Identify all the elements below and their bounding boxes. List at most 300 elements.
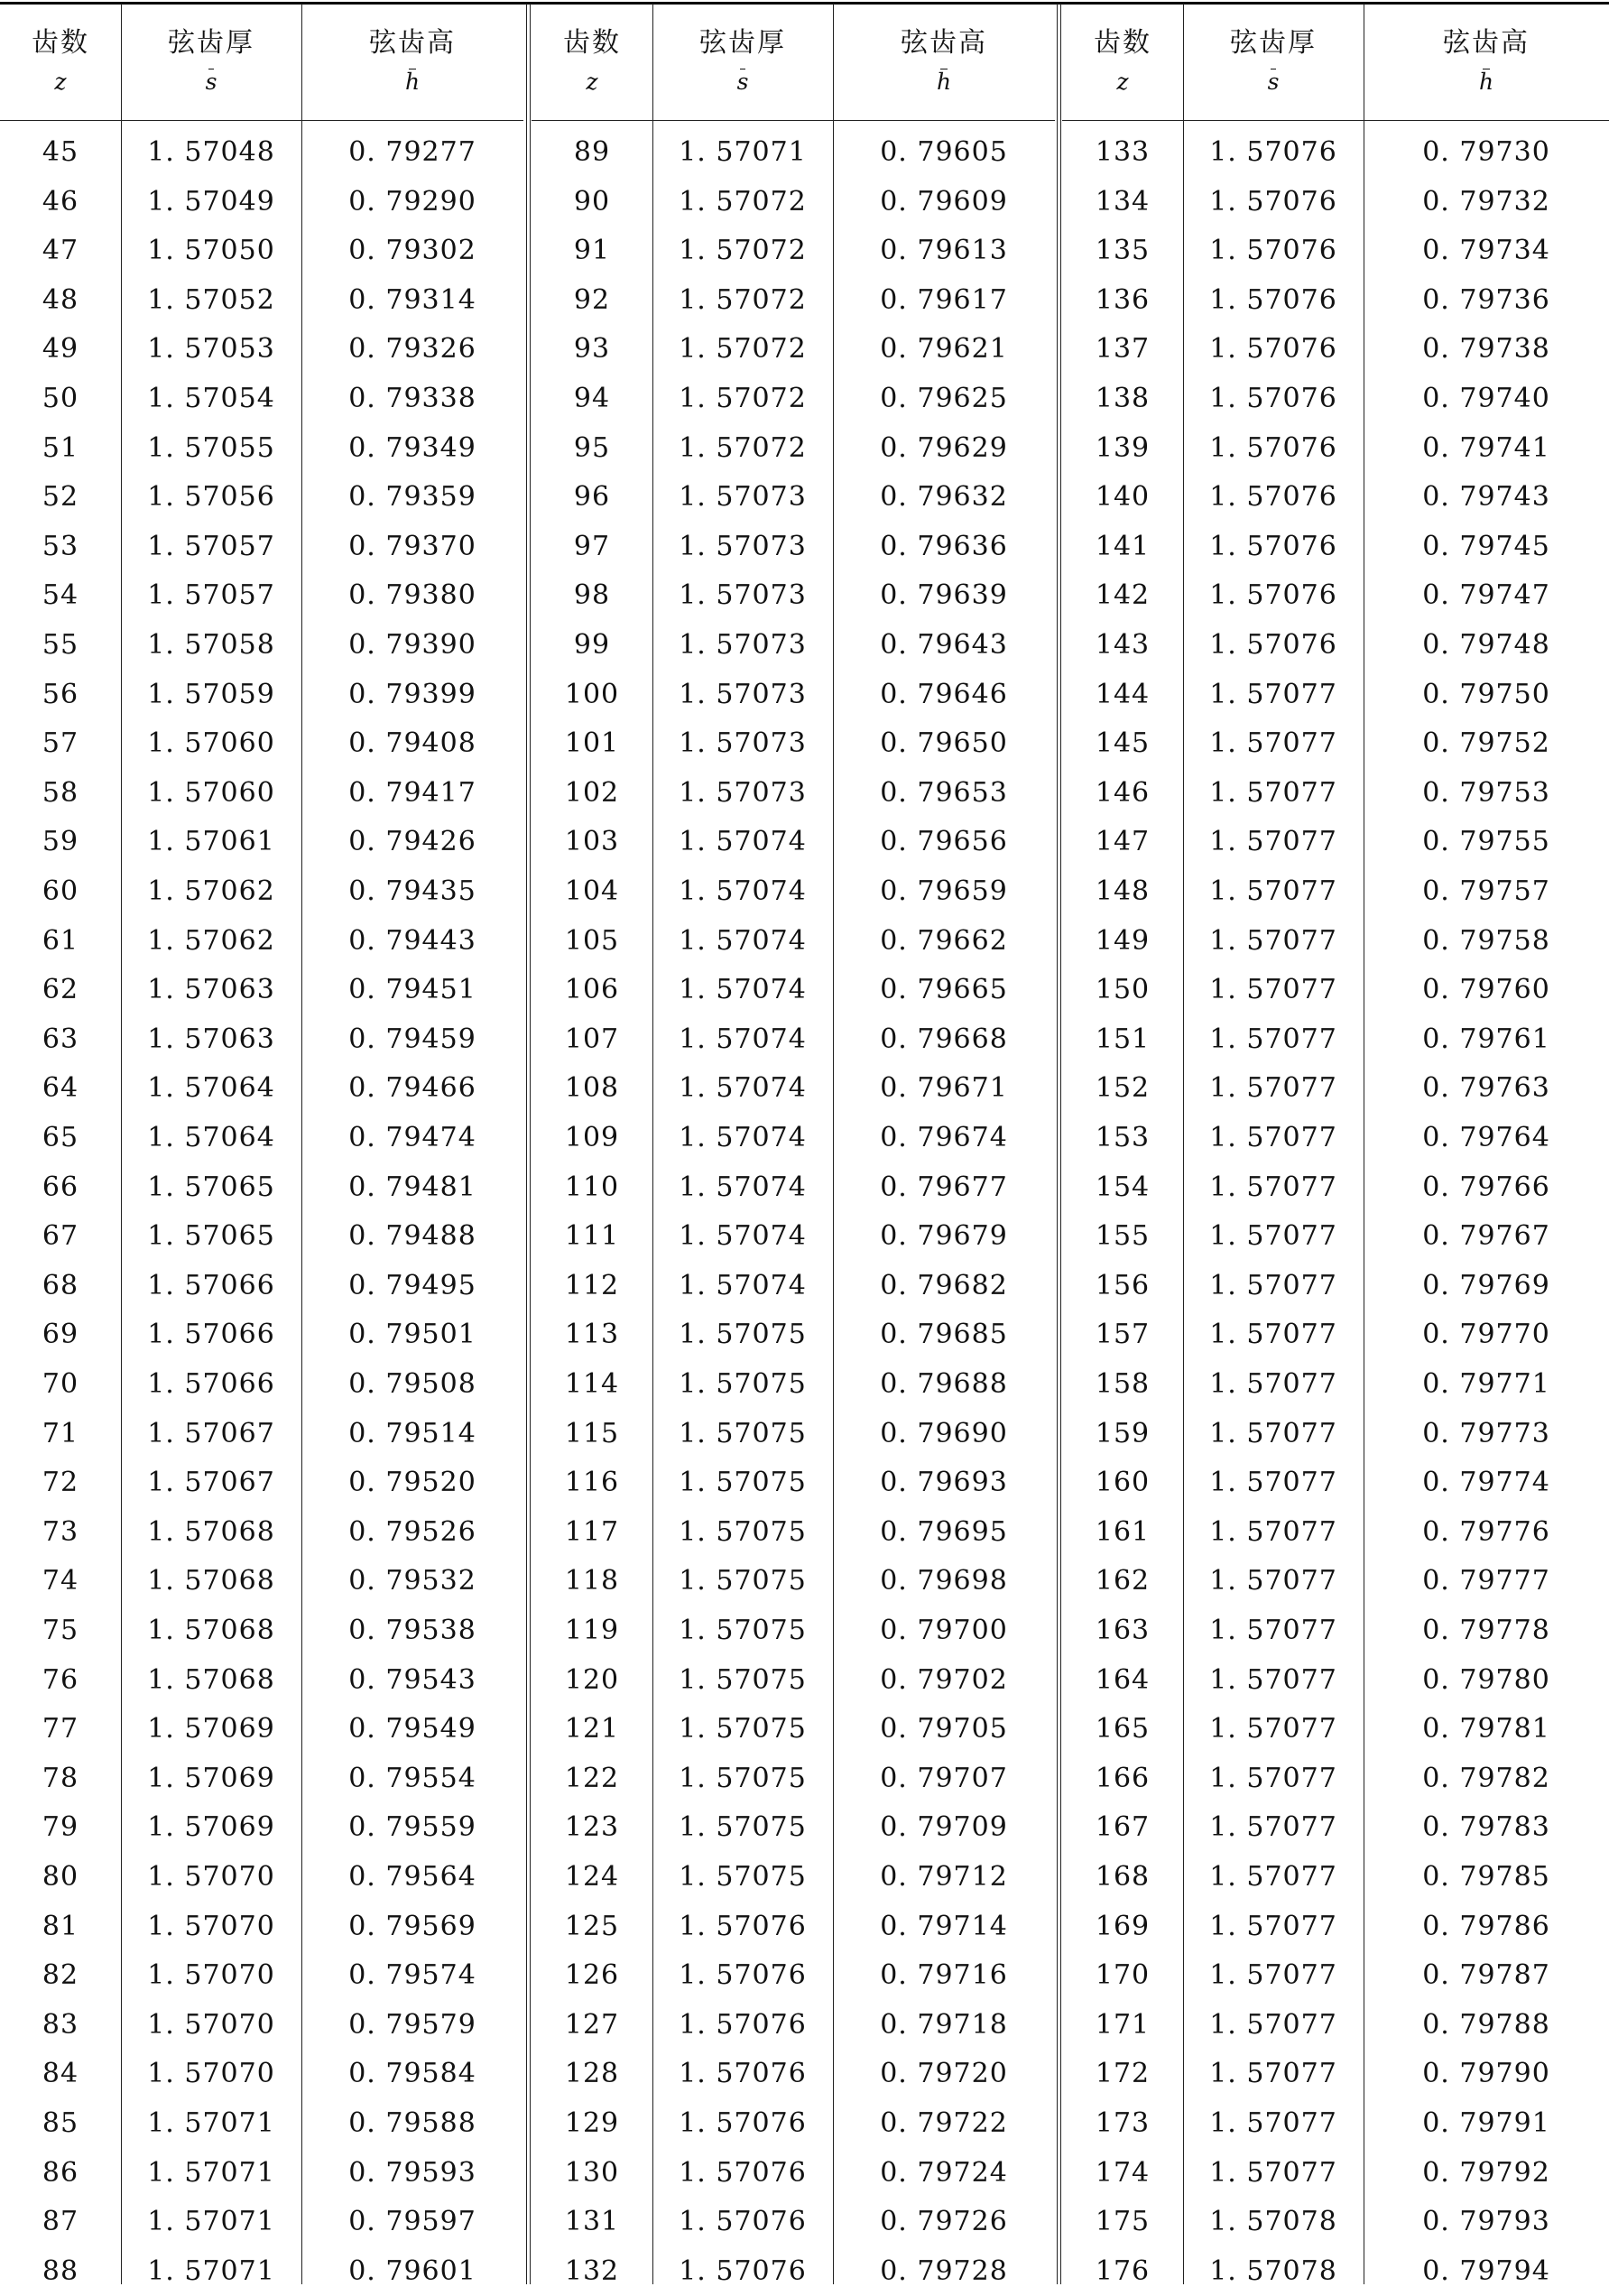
cell-teeth: 127 xyxy=(564,2008,620,2041)
cell-chord-height: 0. 79338 xyxy=(348,383,476,414)
cell-teeth: 152 xyxy=(1095,1072,1151,1105)
cell-chord-thickness: 1. 57076 xyxy=(1209,431,1337,464)
cell-chord-thickness: 1. 57073 xyxy=(679,776,807,809)
cell-chord-height: 0. 79740 xyxy=(1422,383,1550,414)
table-row xyxy=(0,1015,523,1065)
table-row xyxy=(0,2099,523,2149)
table-row xyxy=(1062,1754,1609,1804)
cell-teeth: 153 xyxy=(1095,1122,1151,1153)
cell-teeth: 54 xyxy=(42,579,79,612)
cell-chord-thickness: 1. 57076 xyxy=(1209,481,1337,514)
cell-chord-height: 0. 79559 xyxy=(348,1811,476,1844)
table-row xyxy=(532,128,1055,178)
cell-chord-height: 0. 79792 xyxy=(1422,2156,1550,2189)
header-title: 弦齿高 xyxy=(369,27,456,59)
cell-chord-height: 0. 79554 xyxy=(348,1762,476,1794)
cell-teeth: 76 xyxy=(42,1663,79,1696)
cell-chord-height: 0. 79767 xyxy=(1422,1220,1550,1253)
cell-chord-height: 0. 79782 xyxy=(1422,1762,1550,1794)
cell-chord-thickness: 1. 57070 xyxy=(147,1861,275,1893)
cell-teeth: 172 xyxy=(1095,2058,1151,2090)
header-symbol xyxy=(1062,69,1183,95)
cell-chord-height: 0. 79786 xyxy=(1422,1910,1550,1942)
table-row xyxy=(0,867,523,917)
table-row xyxy=(532,1064,1055,1114)
cell-teeth: 92 xyxy=(573,283,611,316)
table-row xyxy=(0,2050,523,2099)
cell-chord-height: 0. 79569 xyxy=(348,1910,476,1942)
cell-chord-thickness: 1. 57075 xyxy=(679,1663,807,1696)
cell-chord-thickness: 1. 57066 xyxy=(147,1269,275,1301)
table-row xyxy=(1062,178,1609,227)
table-row xyxy=(532,1310,1055,1360)
cell-teeth: 95 xyxy=(573,431,611,464)
table-row xyxy=(1062,325,1609,375)
cell-chord-height: 0. 79601 xyxy=(348,2254,476,2287)
cell-teeth: 93 xyxy=(573,333,611,366)
cell-chord-height: 0. 79520 xyxy=(348,1467,476,1499)
cell-chord-height: 0. 79714 xyxy=(880,1910,1008,1942)
table-row xyxy=(1062,2149,1609,2199)
cell-chord-height: 0. 79778 xyxy=(1422,1615,1550,1646)
table-panel-3 xyxy=(1062,0,1609,2287)
cell-teeth: 45 xyxy=(42,136,79,168)
cell-chord-height: 0. 79700 xyxy=(880,1615,1008,1646)
cell-teeth: 80 xyxy=(42,1861,79,1893)
cell-chord-thickness: 1. 57076 xyxy=(1209,579,1337,612)
cell-chord-thickness: 1. 57066 xyxy=(147,1368,275,1400)
table-row xyxy=(1062,966,1609,1015)
cell-chord-height: 0. 79408 xyxy=(348,727,476,760)
table-row xyxy=(532,178,1055,227)
cell-teeth: 155 xyxy=(1095,1220,1151,1253)
cell-teeth: 111 xyxy=(564,1220,620,1253)
cell-chord-height: 0. 79399 xyxy=(348,678,476,710)
cell-chord-height: 0. 79743 xyxy=(1422,481,1550,514)
cell-teeth: 77 xyxy=(42,1713,79,1745)
cell-chord-height: 0. 79538 xyxy=(348,1615,476,1646)
cell-chord-height: 0. 79326 xyxy=(348,333,476,366)
table-row xyxy=(0,1114,523,1163)
cell-chord-thickness: 1. 57077 xyxy=(1209,727,1337,760)
column-divider xyxy=(833,4,834,121)
cell-chord-height: 0. 79302 xyxy=(348,235,476,267)
table-row xyxy=(1062,1114,1609,1163)
header-title: 弦齿厚 xyxy=(1230,27,1317,59)
cell-teeth: 59 xyxy=(42,826,79,858)
cell-chord-height: 0. 79709 xyxy=(880,1811,1008,1844)
table-row xyxy=(532,1410,1055,1459)
cell-chord-height: 0. 79639 xyxy=(880,579,1008,612)
cell-chord-height: 0. 79466 xyxy=(348,1072,476,1105)
cell-chord-height: 0. 79698 xyxy=(880,1565,1008,1597)
cell-chord-thickness: 1. 57072 xyxy=(679,333,807,366)
table-row xyxy=(0,1557,523,1606)
cell-chord-height: 0. 79776 xyxy=(1422,1515,1550,1548)
table-row xyxy=(532,719,1055,769)
cell-chord-thickness: 1. 57072 xyxy=(679,431,807,464)
table-row xyxy=(532,818,1055,867)
cell-chord-thickness: 1. 57072 xyxy=(679,235,807,267)
table-row xyxy=(0,966,523,1015)
cell-teeth: 166 xyxy=(1095,1762,1151,1794)
table-row xyxy=(1062,1508,1609,1558)
cell-chord-thickness: 1. 57057 xyxy=(147,530,275,562)
cell-chord-thickness: 1. 57077 xyxy=(1209,1959,1337,1992)
cell-chord-height: 0. 79734 xyxy=(1422,235,1550,267)
cell-chord-thickness: 1. 57073 xyxy=(679,579,807,612)
cell-chord-thickness: 1. 57072 xyxy=(679,383,807,414)
table-row xyxy=(1062,276,1609,326)
cell-chord-height: 0. 79788 xyxy=(1422,2008,1550,2041)
cell-chord-thickness: 1. 57063 xyxy=(147,974,275,1006)
cell-teeth: 83 xyxy=(42,2008,79,2041)
cell-teeth: 46 xyxy=(42,185,79,218)
cell-chord-thickness: 1. 57065 xyxy=(147,1171,275,1203)
table-row xyxy=(532,1114,1055,1163)
cell-chord-thickness: 1. 57078 xyxy=(1209,2206,1337,2238)
cell-chord-height: 0. 79769 xyxy=(1422,1269,1550,1301)
cell-chord-thickness: 1. 57060 xyxy=(147,727,275,760)
cell-chord-height: 0. 79380 xyxy=(348,579,476,612)
table-row xyxy=(1062,1656,1609,1706)
cell-chord-thickness: 1. 57064 xyxy=(147,1072,275,1105)
table-row xyxy=(532,1951,1055,2001)
cell-teeth: 123 xyxy=(564,1811,620,1844)
cell-teeth: 135 xyxy=(1095,235,1151,267)
cell-chord-height: 0. 79790 xyxy=(1422,2058,1550,2090)
cell-chord-height: 0. 79695 xyxy=(880,1515,1008,1548)
header-cell-2 xyxy=(121,0,301,121)
cell-chord-height: 0. 79705 xyxy=(880,1713,1008,1745)
cell-chord-height: 0. 79783 xyxy=(1422,1811,1550,1844)
cell-chord-height: 0. 79777 xyxy=(1422,1565,1550,1597)
table-panel-1 xyxy=(0,0,523,2287)
cell-teeth: 143 xyxy=(1095,629,1151,661)
cell-chord-height: 0. 79588 xyxy=(348,2107,476,2139)
header-symbol-letter: s xyxy=(205,69,217,95)
panel-divider xyxy=(1060,4,1061,2284)
cell-chord-height: 0. 79665 xyxy=(880,974,1008,1006)
cell-teeth: 161 xyxy=(1095,1515,1151,1548)
cell-chord-height: 0. 79693 xyxy=(880,1467,1008,1499)
cell-chord-thickness: 1. 57076 xyxy=(679,2107,807,2139)
table-row xyxy=(532,1903,1055,1952)
cell-teeth: 134 xyxy=(1095,185,1151,218)
table-row xyxy=(532,1458,1055,1508)
cell-chord-thickness: 1. 57076 xyxy=(679,2156,807,2189)
table-row xyxy=(532,966,1055,1015)
cell-chord-thickness: 1. 57076 xyxy=(1209,629,1337,661)
cell-chord-thickness: 1. 57050 xyxy=(147,235,275,267)
table-row xyxy=(0,719,523,769)
cell-teeth: 115 xyxy=(564,1417,620,1449)
header-title: 弦齿厚 xyxy=(699,27,786,59)
cell-teeth: 82 xyxy=(42,1959,79,1992)
cell-chord-thickness: 1. 57074 xyxy=(679,1269,807,1301)
cell-chord-thickness: 1. 57052 xyxy=(147,283,275,316)
table-panel-2 xyxy=(532,0,1055,2287)
cell-chord-height: 0. 79579 xyxy=(348,2008,476,2041)
header-symbol-letter: h xyxy=(404,69,421,95)
table-row xyxy=(532,2198,1055,2247)
header-symbol xyxy=(833,69,1055,95)
cell-chord-thickness: 1. 57070 xyxy=(147,1910,275,1942)
cell-teeth: 90 xyxy=(573,185,611,218)
cell-chord-thickness: 1. 57076 xyxy=(679,1959,807,1992)
cell-chord-height: 0. 79774 xyxy=(1422,1467,1550,1499)
cell-chord-thickness: 1. 57072 xyxy=(679,185,807,218)
header-symbol-letter: s xyxy=(736,69,749,95)
cell-chord-height: 0. 79613 xyxy=(880,235,1008,267)
table-row xyxy=(0,1803,523,1853)
table-row xyxy=(532,1262,1055,1311)
cell-teeth: 116 xyxy=(564,1467,620,1499)
cell-teeth: 88 xyxy=(42,2254,79,2287)
cell-chord-thickness: 1. 57077 xyxy=(1209,1417,1337,1449)
cell-chord-height: 0. 79780 xyxy=(1422,1663,1550,1696)
table-row xyxy=(0,818,523,867)
cell-chord-height: 0. 79738 xyxy=(1422,333,1550,366)
table-row xyxy=(1062,523,1609,572)
cell-chord-thickness: 1. 57069 xyxy=(147,1713,275,1745)
cell-chord-height: 0. 79791 xyxy=(1422,2107,1550,2139)
cell-teeth: 176 xyxy=(1095,2254,1151,2287)
cell-chord-thickness: 1. 57075 xyxy=(679,1417,807,1449)
table-row xyxy=(0,1754,523,1804)
cell-chord-thickness: 1. 57068 xyxy=(147,1515,275,1548)
cell-chord-thickness: 1. 57070 xyxy=(147,2008,275,2041)
cell-chord-thickness: 1. 57077 xyxy=(1209,1713,1337,1745)
table-row xyxy=(0,671,523,720)
table-row xyxy=(532,621,1055,671)
table-row xyxy=(1062,1064,1609,1114)
cell-chord-height: 0. 79650 xyxy=(880,727,1008,760)
cell-chord-height: 0. 79643 xyxy=(880,629,1008,661)
cell-chord-height: 0. 79636 xyxy=(880,530,1008,562)
cell-chord-height: 0. 79474 xyxy=(348,1122,476,1153)
cell-teeth: 168 xyxy=(1095,1861,1151,1893)
header-cell-1 xyxy=(1062,0,1183,121)
table-row xyxy=(532,1360,1055,1410)
table-row xyxy=(532,227,1055,276)
table-row xyxy=(1062,1458,1609,1508)
table-row xyxy=(0,1163,523,1213)
cell-teeth: 47 xyxy=(42,235,79,267)
cell-chord-thickness: 1. 57077 xyxy=(1209,1811,1337,1844)
cell-teeth: 170 xyxy=(1095,1959,1151,1992)
cell-chord-thickness: 1. 57074 xyxy=(679,974,807,1006)
cell-chord-height: 0. 79495 xyxy=(348,1269,476,1301)
cell-teeth: 79 xyxy=(42,1811,79,1844)
header-title: 弦齿高 xyxy=(1443,27,1530,59)
cell-chord-thickness: 1. 57077 xyxy=(1209,1515,1337,1548)
cell-chord-height: 0. 79605 xyxy=(880,136,1008,168)
cell-chord-thickness: 1. 57075 xyxy=(679,1368,807,1400)
cell-chord-thickness: 1. 57075 xyxy=(679,1615,807,1646)
table-row xyxy=(1062,1410,1609,1459)
cell-teeth: 120 xyxy=(564,1663,620,1696)
cell-chord-height: 0. 79707 xyxy=(880,1762,1008,1794)
header-rule xyxy=(0,120,523,121)
header-symbol xyxy=(1183,69,1364,95)
table-row xyxy=(532,1705,1055,1754)
cell-chord-height: 0. 79728 xyxy=(880,2254,1008,2287)
cell-chord-thickness: 1. 57073 xyxy=(679,727,807,760)
table-row xyxy=(1062,2198,1609,2247)
cell-teeth: 71 xyxy=(42,1417,79,1449)
cell-chord-thickness: 1. 57073 xyxy=(679,530,807,562)
cell-teeth: 112 xyxy=(564,1269,620,1301)
header-symbol-letter: z xyxy=(586,69,598,95)
cell-teeth: 68 xyxy=(42,1269,79,1301)
cell-teeth: 132 xyxy=(564,2254,620,2287)
header-title: 弦齿高 xyxy=(901,27,987,59)
table-row xyxy=(0,1212,523,1262)
cell-chord-height: 0. 79747 xyxy=(1422,579,1550,612)
cell-chord-thickness: 1. 57077 xyxy=(1209,1467,1337,1499)
header-cell-2 xyxy=(1183,0,1364,121)
header-cell-2 xyxy=(652,0,833,121)
table-row xyxy=(1062,1360,1609,1410)
cell-chord-thickness: 1. 57075 xyxy=(679,1515,807,1548)
table-row xyxy=(1062,2001,1609,2051)
cell-chord-thickness: 1. 57076 xyxy=(1209,383,1337,414)
cell-chord-height: 0. 79690 xyxy=(880,1417,1008,1449)
table-row xyxy=(0,523,523,572)
cell-chord-thickness: 1. 57077 xyxy=(1209,924,1337,957)
cell-teeth: 117 xyxy=(564,1515,620,1548)
table-row xyxy=(532,2001,1055,2051)
cell-teeth: 108 xyxy=(564,1072,620,1105)
cell-chord-height: 0. 79781 xyxy=(1422,1713,1550,1745)
cell-teeth: 64 xyxy=(42,1072,79,1105)
table-row xyxy=(532,424,1055,474)
table-row xyxy=(0,2198,523,2247)
table-row xyxy=(0,325,523,375)
cell-teeth: 148 xyxy=(1095,875,1151,907)
column-divider xyxy=(652,4,653,121)
cell-chord-thickness: 1. 57060 xyxy=(147,776,275,809)
table-row xyxy=(0,571,523,621)
cell-teeth: 139 xyxy=(1095,431,1151,464)
table-row xyxy=(0,1705,523,1754)
cell-chord-height: 0. 79771 xyxy=(1422,1368,1550,1400)
cell-chord-thickness: 1. 57057 xyxy=(147,579,275,612)
cell-chord-thickness: 1. 57074 xyxy=(679,1122,807,1153)
cell-teeth: 57 xyxy=(42,727,79,760)
cell-chord-thickness: 1. 57065 xyxy=(147,1220,275,1253)
header-symbol xyxy=(301,69,523,95)
cell-chord-height: 0. 79290 xyxy=(348,185,476,218)
cell-chord-height: 0. 79722 xyxy=(880,2107,1008,2139)
cell-chord-height: 0. 79532 xyxy=(348,1565,476,1597)
cell-teeth: 165 xyxy=(1095,1713,1151,1745)
cell-chord-height: 0. 79726 xyxy=(880,2206,1008,2238)
table-row xyxy=(0,1458,523,1508)
cell-teeth: 138 xyxy=(1095,383,1151,414)
cell-chord-thickness: 1. 57063 xyxy=(147,1023,275,1055)
cell-chord-height: 0. 79621 xyxy=(880,333,1008,366)
table-row xyxy=(0,621,523,671)
cell-chord-thickness: 1. 57076 xyxy=(679,2058,807,2090)
cell-teeth: 67 xyxy=(42,1220,79,1253)
table-row xyxy=(0,1410,523,1459)
cell-teeth: 145 xyxy=(1095,727,1151,760)
cell-chord-height: 0. 79481 xyxy=(348,1171,476,1203)
cell-teeth: 73 xyxy=(42,1515,79,1548)
table-row xyxy=(1062,1903,1609,1952)
cell-chord-height: 0. 79794 xyxy=(1422,2254,1550,2287)
cell-teeth: 109 xyxy=(564,1122,620,1153)
cell-teeth: 70 xyxy=(42,1368,79,1400)
cell-teeth: 110 xyxy=(564,1171,620,1203)
cell-teeth: 163 xyxy=(1095,1615,1151,1646)
table-row xyxy=(1062,2050,1609,2099)
cell-chord-height: 0. 79417 xyxy=(348,776,476,809)
cell-chord-height: 0. 79677 xyxy=(880,1171,1008,1203)
header-symbol xyxy=(121,69,301,95)
table-row xyxy=(532,1015,1055,1065)
table-row xyxy=(1062,128,1609,178)
cell-chord-height: 0. 79514 xyxy=(348,1417,476,1449)
cell-teeth: 167 xyxy=(1095,1811,1151,1844)
cell-teeth: 162 xyxy=(1095,1565,1151,1597)
cell-chord-thickness: 1. 57076 xyxy=(1209,235,1337,267)
cell-teeth: 63 xyxy=(42,1023,79,1055)
cell-chord-height: 0. 79370 xyxy=(348,530,476,562)
header-cell-1 xyxy=(532,0,652,121)
table-header xyxy=(1062,0,1609,121)
cell-teeth: 66 xyxy=(42,1171,79,1203)
cell-chord-height: 0. 79750 xyxy=(1422,678,1550,710)
cell-chord-height: 0. 79668 xyxy=(880,1023,1008,1055)
cell-chord-height: 0. 79674 xyxy=(880,1122,1008,1153)
cell-teeth: 62 xyxy=(42,974,79,1006)
table-header xyxy=(532,0,1055,121)
cell-chord-thickness: 1. 57074 xyxy=(679,1220,807,1253)
cell-teeth: 58 xyxy=(42,776,79,809)
cell-teeth: 107 xyxy=(564,1023,620,1055)
header-title: 弦齿厚 xyxy=(168,27,254,59)
cell-teeth: 61 xyxy=(42,924,79,957)
cell-chord-thickness: 1. 57075 xyxy=(679,1811,807,1844)
cell-chord-height: 0. 79359 xyxy=(348,481,476,514)
cell-chord-thickness: 1. 57073 xyxy=(679,481,807,514)
header-cell-1 xyxy=(0,0,121,121)
cell-chord-height: 0. 79764 xyxy=(1422,1122,1550,1153)
cell-chord-thickness: 1. 57066 xyxy=(147,1319,275,1351)
table-row xyxy=(532,2050,1055,2099)
cell-teeth: 100 xyxy=(564,678,620,710)
table-row xyxy=(532,1508,1055,1558)
cell-chord-thickness: 1. 57053 xyxy=(147,333,275,366)
cell-chord-thickness: 1. 57048 xyxy=(147,136,275,168)
cell-chord-thickness: 1. 57077 xyxy=(1209,2107,1337,2139)
cell-chord-thickness: 1. 57070 xyxy=(147,2058,275,2090)
table-row xyxy=(0,2247,523,2296)
cell-teeth: 173 xyxy=(1095,2107,1151,2139)
table-row xyxy=(1062,1606,1609,1656)
table-row xyxy=(0,769,523,819)
cell-chord-height: 0. 79718 xyxy=(880,2008,1008,2041)
table-row xyxy=(532,375,1055,424)
cell-chord-height: 0. 79702 xyxy=(880,1663,1008,1696)
header-symbol-letter: z xyxy=(54,69,67,95)
cell-chord-thickness: 1. 57074 xyxy=(679,1171,807,1203)
cell-chord-height: 0. 79526 xyxy=(348,1515,476,1548)
cell-chord-thickness: 1. 57055 xyxy=(147,431,275,464)
